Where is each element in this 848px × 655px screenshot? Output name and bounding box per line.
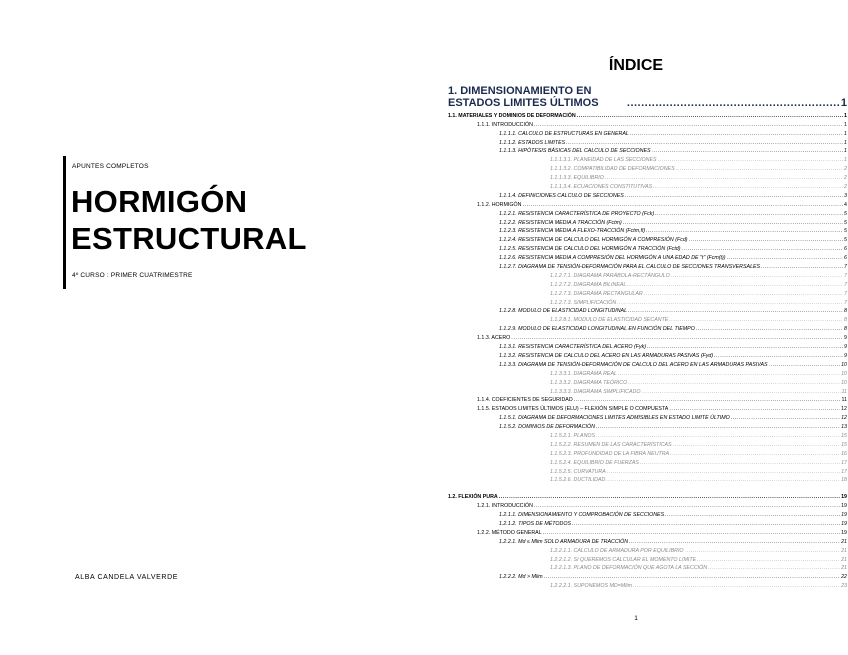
toc-entry-label: 1.1.3.3.1. DIAGRAMA REAL [550,370,617,377]
toc-entry-label: 1.1.2.7.1. DIAGRAMA PARÁBOLA-RECTÁNGULO [550,272,670,279]
toc-entry[interactable] [448,448,847,457]
toc-entry[interactable] [448,475,847,484]
toc-entry-label: 1.1.1.2. ESTADOS LIMITES [499,139,566,146]
toc-entry-page: 1 [844,139,847,146]
toc-entry[interactable] [448,395,847,404]
toc-entry-page: 21 [841,556,847,563]
toc-entry[interactable] [448,545,847,554]
toc-leader [731,415,840,421]
toc-entry-label: 1.2.2. MÉTODO GENERAL [477,529,542,536]
toc-entry[interactable] [448,403,847,412]
toc-leader [607,469,840,475]
toc-entry-page: 8 [844,317,847,324]
toc-leader [682,246,844,252]
toc-entry-label: 1.1.1. INTRODUCCIÓN [477,121,533,128]
toc-entry-page: 8 [844,308,847,315]
cover-title-line2: ESTRUCTURAL [71,221,307,256]
toc-section-1-1 [448,110,847,483]
toc-leader [769,362,841,368]
toc-leader [658,157,843,163]
toc-leader [511,335,843,341]
toc-leader [623,220,843,226]
toc-entry-label: 1.1.2.6. RESISTENCIA MEDIA A COMPRESIÓN DEL HORMIGÓN A UNA EDAD DE "t" (Fcm(t)) [499,255,726,262]
toc-entry[interactable] [448,350,847,359]
toc-entry-label: 1.2.2.1.2. SI QUEREMOS CALCULAR EL MOMENTO LIMITE [550,556,697,563]
toc-entry-page: 5 [844,237,847,244]
toc-entry-label: 1.1.1.3.2. COMPATIBILIDAD DE DEFORMACIONES [550,166,675,173]
toc-entry[interactable] [448,199,847,208]
toc-entry-page: 2 [844,166,847,173]
toc-entry-page: 18 [841,477,847,484]
toc-entry-page: 21 [841,538,847,545]
toc-entry-label: 1.1.1.3. HIPÓTESIS BÁSICAS DEL CALCULO DE SECCIONES [499,148,651,155]
toc-entry-page: 9 [844,352,847,359]
toc-entry-label: 1.2.1.1. DIMENSIONAMIENTO Y COMPROBACIÓN DE SECCIONES [499,512,665,519]
toc-entry-page: 23 [841,583,847,590]
toc-entry-page: 4 [844,201,847,208]
toc-entry-page: 1 [844,121,847,128]
toc-entry-label: 1.1.4. COEFICIENTES DE SEGURIDAD [477,397,573,404]
toc-entry-label: 1.1.2.7.3. DIAGRAMA RECTANGULAR [550,290,643,297]
cover-author: ALBA CANDELA VALVERDE [75,574,178,581]
toc-main-label: 1. DIMENSIONAMIENTO EN ESTADOS LIMITES ÚLTIMOS [448,85,599,109]
toc-entry-label: 1.1.5.2. DOMINIOS DE DEFORMACIÓN [499,424,595,431]
toc-entry-page: 7 [844,272,847,279]
toc-entry-page: 5 [844,210,847,217]
cover-subtitle: APUNTES COMPLETOS [72,163,149,170]
toc-entry-label: 1.2. FLEXIÓN PURA [448,494,498,501]
toc-entry[interactable] [448,261,847,270]
toc-entry-label: 1.1.3.3.2. DIAGRAMA TEÓRICO [550,379,628,386]
toc-entry[interactable] [448,190,847,199]
toc-leader [577,113,843,119]
toc-entry-label: 1.1.2.1. RESISTENCIA CARACTERÍSTICA DE PROYECTO (Fck) [499,210,655,217]
toc-leader [665,512,840,518]
toc-entry-page: 10 [841,361,847,368]
toc-entry[interactable] [448,137,847,146]
toc-leader [574,397,841,403]
toc-entry[interactable] [448,527,847,536]
toc-leader [534,503,840,509]
table-of-contents [448,85,847,590]
toc-entry[interactable] [448,580,847,589]
toc-entry-page: 11 [841,388,847,395]
toc-section-1-2 [448,491,847,589]
toc-leader [669,317,843,323]
cover-title [71,183,307,257]
toc-entry[interactable] [448,314,847,323]
toc-entry[interactable] [448,110,847,119]
toc-leader [628,380,840,386]
toc-leader [697,557,840,563]
toc-entry-page: 21 [841,565,847,572]
toc-leader [653,184,843,190]
index-page [424,0,848,655]
toc-entry-page: 17 [841,459,847,466]
toc-entry-label: 1.1.1.3.3. EQUILIBRIO [550,175,604,182]
toc-leader [685,548,841,554]
toc-entry-label: 1.1.3.2. RESISTENCIA DE CALCULO DEL ACERO EN LAS ARMADURAS PASIVAS (Fyd) [499,352,714,359]
toc-leader [534,122,843,128]
toc-entry-label: 1.1.5.1. DIAGRAMA DE DEFORMACIONES LIMITES ADMISIBLES EN ESTADO LIMITE ÚLTIMO [499,415,730,422]
toc-entry[interactable] [448,243,847,252]
toc-entry[interactable] [448,457,847,466]
toc-entry-label: 1.1.3. ACERO [477,335,511,342]
toc-entry-label: 1.1.2.7.3. SIMPLIFICACIÓN [550,299,617,306]
toc-leader [644,291,843,297]
toc-entry-page: 13 [841,424,847,431]
toc-gap [448,483,847,491]
toc-entry-label: 1.1.3.3. DIAGRAMA DE TENSIÓN-DEFORMACIÓN DE CALCULO DEL ACERO EN LAS ARMADURAS PASIVAS [499,361,768,368]
toc-entry-page: 9 [844,335,847,342]
toc-leader [522,202,843,208]
page-number: 1 [634,615,638,622]
toc-entry-label: 1.1.2.7.2. DIAGRAMA BILINEAL [550,281,627,288]
toc-entry-label: 1.2.2.2. Md > Mlim [499,574,543,581]
toc-entry[interactable] [448,571,847,580]
toc-entry-page: 5 [844,228,847,235]
toc-entry-page: 15 [841,432,847,439]
cover-title-line1: HORMIGÓN [71,184,248,219]
toc-leader [566,140,843,146]
toc-entry[interactable] [448,421,847,430]
toc-entry[interactable] [448,234,847,243]
toc-leader [572,521,840,527]
toc-entry-label: 1.2.2.2.1. SUPONEMOS MD=Mlim [550,583,632,590]
toc-entry[interactable] [448,554,847,563]
toc-entry[interactable] [448,172,847,181]
toc-entry[interactable] [448,368,847,377]
toc-entry[interactable] [448,341,847,350]
toc-entry[interactable] [448,359,847,368]
toc-entry[interactable] [448,466,847,475]
toc-entry-label: 1.1.5.2.2. RESUMEN DE LAS CARACTERÍSTICAS [550,441,672,448]
toc-entry[interactable] [448,181,847,190]
toc-entry-page: 22 [841,574,847,581]
toc-leader [605,175,843,181]
toc-leader [669,406,840,412]
toc-entry-page: 7 [844,290,847,297]
toc-entry-page: 10 [841,370,847,377]
toc-entry-page: 5 [844,219,847,226]
toc-entry[interactable] [448,439,847,448]
toc-entry-page: 12 [841,406,847,413]
toc-entry-page: 19 [841,520,847,527]
toc-leader [625,193,843,199]
toc-leader [689,237,843,243]
toc-entry[interactable] [448,491,847,500]
toc-leader [647,344,843,350]
toc-entry[interactable] [448,154,847,163]
toc-leader [641,389,840,395]
toc-entry-page: 12 [841,415,847,422]
toc-entry-label: 1.1.2.7. DIAGRAMA DE TENSIÓN-DEFORMACIÓN PARA EL CALCULO DE SECCIONES TRANSVERSALES [499,264,761,271]
toc-entry-page: 15 [841,441,847,448]
toc-leader [544,574,840,580]
toc-leader [676,166,843,172]
toc-entry-label: 1.1.1.3.4. ECUACIONES CONSTITUTIVAS [550,184,653,191]
toc-entry-page: 16 [841,450,847,457]
toc-entry-label: 1.1.2.2. RESISTENCIA MEDIA A TRACCIÓN (Fctm) [499,219,622,226]
toc-leader [618,371,840,377]
toc-entry[interactable] [448,226,847,235]
toc-entry-label: 1.1.2.8.1. MODULO DE ELASTICIDAD SECANTE [550,317,669,324]
toc-entry-page: 21 [841,547,847,554]
toc-entry[interactable] [448,297,847,306]
toc-leader [646,228,843,234]
toc-entry-label: 1.1.5.2.4. EQUILIBRIO DE FUERZAS [550,459,639,466]
toc-entry-label: 1.1.5.2.6. DUCTILIDAD [550,477,606,484]
toc-entry-page: 6 [844,255,847,262]
index-title: ÍNDICE [608,57,664,74]
toc-entry[interactable] [448,332,847,341]
toc-entry[interactable] [448,563,847,572]
toc-entry-page: 10 [841,379,847,386]
toc-entry-label: 1.2.2.1. Md ≤ Mlim SOLO ARMADURA DE TRACCIÓN [499,538,629,545]
toc-entry-page: 2 [844,184,847,191]
toc-main-page: 1 [840,97,847,109]
toc-entry-label: 1.2.2.1.3. PLANO DE DEFORMACIÓN QUE AGOTA LA SECCIÓN [550,565,708,572]
toc-entry-page: 6 [844,246,847,253]
toc-leader [596,424,840,430]
toc-entry-page: 3 [844,192,847,199]
toc-main-entry[interactable] [448,85,847,109]
toc-leader [708,565,840,571]
toc-entry[interactable] [448,288,847,297]
toc-leader [633,583,840,589]
toc-entry[interactable] [448,217,847,226]
toc-entry-page: 8 [844,326,847,333]
toc-leader [596,433,840,439]
toc-leader [655,211,843,217]
toc-entry-label: 1.2.2.1.1. CALCULO DE ARMADURA POR EQUILIBRIO [550,547,684,554]
toc-entry-label: 1.1. MATERIALES Y DOMINIOS DE DEFORMACIÓN [448,112,576,119]
toc-entry[interactable] [448,412,847,421]
toc-entry-label: 1.1.2.9. MODULO DE ELASTICIDAD LONGITUDINAL EN FUNCIÓN DEL TIEMPO [499,326,695,333]
toc-entry[interactable] [448,306,847,315]
toc-entry-label: 1.2.1. INTRODUCCIÓN [477,503,533,510]
toc-entry-label: 1.1.2.8. MODULO DE ELASTICIDAD LONGITUDINAL [499,308,628,315]
toc-entry-label: 1.1.2. HORMIGÓN [477,201,522,208]
toc-entry-label: 1.1.5.2.5. CURVATURA [550,468,606,475]
toc-entry[interactable] [448,536,847,545]
toc-entry-page: 2 [844,175,847,182]
toc-entry-label: 1.2.1.2. TIPOS DE MÉTODOS [499,520,572,527]
toc-entry-label: 1.1.2.4. RESISTENCIA DE CALCULO DEL HORMIGÓN A COMPRESIÓN (Fcd) [499,237,688,244]
toc-entry-label: 1.1.2.3. RESISTENCIA MEDIA A FLEXO-TRACCIÓN (Fctm,fl) [499,228,646,235]
toc-entry[interactable] [448,377,847,386]
cover-accent-bar [63,156,66,289]
toc-entry-page: 17 [841,468,847,475]
toc-entry[interactable] [448,128,847,137]
toc-leader [652,148,844,154]
toc-leader [630,131,843,137]
toc-leader [640,460,840,466]
toc-entry-page: 9 [844,344,847,351]
toc-entry-label: 1.1.3.1. RESISTENCIA CARACTERÍSTICA DEL ACERO (Fyk) [499,344,647,351]
toc-leader [670,451,840,457]
toc-entry[interactable] [448,252,847,261]
toc-leader [761,264,843,270]
cover-course: 4º CURSO : PRIMER CUATRIMESTRE [72,272,193,279]
toc-entry[interactable] [448,323,847,332]
toc-leader [714,353,843,359]
toc-entry-label: 1.1.2.5. RESISTENCIA DE CALCULO DEL HORMIGÓN A TRACCIÓN (Fctd) [499,246,681,253]
toc-entry-page: 1 [844,148,847,155]
toc-entry[interactable] [448,518,847,527]
toc-entry[interactable] [448,386,847,395]
toc-entry-page: 19 [841,494,847,501]
toc-entry-label: 1.1.1.4. DEFINICIONES CALCULO DE SECCIONES [499,192,624,199]
toc-leader [727,255,843,261]
toc-leader [628,308,843,314]
toc-entry-label: 1.1.5.2.1. PLANOS [550,432,596,439]
toc-entry-page: 1 [844,130,847,137]
toc-entry[interactable] [448,500,847,509]
toc-entry-label: 1.1.1.1. CALCULO DE ESTRUCTURAS EN GENERAL [499,130,629,137]
toc-leader [673,442,841,448]
toc-leader [543,530,840,536]
toc-entry[interactable] [448,119,847,128]
toc-entry-page: 7 [844,264,847,271]
toc-entry-label: 1.1.5.2.3. PROFUNDIDAD DE LA FIBRA NEUTRA [550,450,670,457]
toc-entry-page: 19 [841,529,847,536]
toc-entry[interactable] [448,270,847,279]
toc-leader [627,282,843,288]
toc-leader [617,300,843,306]
toc-entry-label: 1.1.3.3.3. DIAGRAMA SIMPLIFICADO [550,388,641,395]
toc-entry-label: 1.1.1.3.1. PLANEIDAD DE LAS SECCIONES [550,157,657,164]
toc-leader [696,326,843,332]
toc-entry[interactable] [448,146,847,155]
toc-entry-label: 1.1.5. ESTADOS LIMITES ÚLTIMOS (ELU) – FLEXIÓN SIMPLE O COMPUESTA [477,406,669,413]
toc-leader [627,97,840,109]
toc-entry-page: 11 [841,397,847,404]
toc-leader [606,477,840,483]
toc-entry-page: 1 [844,112,847,119]
toc-leader [671,273,843,279]
toc-entry-page: 19 [841,503,847,510]
toc-entry[interactable] [448,509,847,518]
toc-entry-page: 1 [844,157,847,164]
toc-entry[interactable] [448,208,847,217]
toc-leader [499,494,840,500]
toc-leader [629,539,840,545]
toc-entry[interactable] [448,279,847,288]
toc-entry[interactable] [448,430,847,439]
toc-entry-page: 7 [844,299,847,306]
toc-entry-page: 7 [844,281,847,288]
toc-entry[interactable] [448,163,847,172]
toc-entry-page: 19 [841,512,847,519]
